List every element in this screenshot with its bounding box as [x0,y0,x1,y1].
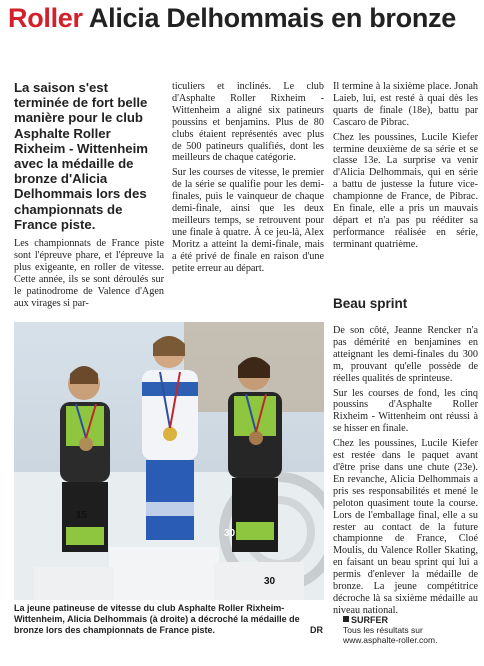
body-paragraph: ticuliers et inclinés. Le club d'Asphalte Roller Rixheim - Wittenheim a aligné six patineurs poussins et benjamins. Plus de 80 clubs étaient représentés avec plus de 500 patineurs qualifiés, dont les meilleurs de chaque catégorie. [172,81,324,164]
body-paragraph: Il termine à la sixième place. Jonah Laieb, lui, est resté à quai dès les quarts de finale (18e), battu par Cascaro de Pibrac. [333,81,478,128]
article-column-3-continued [333,325,478,620]
photo-caption: La jeune patineuse de vitesse du club Asphalte Roller Rixheim-Wittenheim, Alicia Delhommais (à droite) a décroché la médaille de bronze lors des championnats de France piste. [14,603,300,635]
headline-kicker: Roller [8,3,83,33]
podium-photo-illustration [14,322,324,600]
headline-title: Alicia Delhommais en bronze [88,3,456,33]
body-paragraph: De son côté, Jeanne Rencker n'a pas démérité en benjamines en atteignant les demi-finales du 300 m, prouvant qu'elle possède de réelles qualités de sprinteuse. [333,325,478,384]
surfer-link-text[interactable]: Tous les résultats sur www.asphalte-roller.com. [343,625,438,645]
surfer-box [343,615,478,645]
bib-number-left: 15 [76,510,88,521]
body-paragraph: Les championnats de France piste sont l'épreuve phare, et l'épreuve la plus exigeante, en roller de vitesse. Cette année, ils se sont déroulés sur le patinodrome de Valence d'Agen aux virages si par- [14,238,164,309]
square-bullet-icon [343,616,349,622]
bib-number-right-b: 30 [264,576,276,587]
surfer-label [343,615,478,625]
headline [8,2,478,34]
body-paragraph: Chez les poussines, Lucile Kiefer termine deuxième de sa série et se classe 13e. La surprise va venir d'Alicia Delhommais, qui en série a battu de justesse la future vice-championne de France, de Pibrac. En finale, elle a pris un mauvais départ et n'a pas pu rééditer sa performance réalisée en série, terminant quatrième. [333,131,478,250]
subheading: Beau sprint [333,296,408,311]
photo-credit: DR [310,625,323,635]
podium-photo [14,322,324,600]
article-column-1 [14,238,164,312]
article-column-3 [333,81,478,254]
body-paragraph: Chez les poussines, Lucile Kiefer est restée dans le paquet avant d'être prise dans une chute (23e). En revanche, Alicia Delhommais a pris ses responsabilités et mené le peloton quasiment toute la course. Lors de l'emballage final, elle a su rester au contact de la future championne de France, Cloé Moulis, du Valence Roller Skating, en faisant un beau sprint qui lui a permis d'enlever la médaille de bronze. La jeune compétitrice décroche là sa sixième médaille au niveau national. [333,438,478,616]
surfer-label-text: SURFER [351,615,389,625]
article-column-2 [172,81,324,278]
lead-paragraph: La saison s'est terminée de fort belle manière pour le club Asphalte Roller Rixheim - Wittenheim avec la médaille de bronze d'Alicia Delhommais lors des championnats de France piste. [14,80,148,232]
bib-number-right-a: 30 [224,528,236,539]
body-paragraph: Sur les courses de vitesse, le premier de la série se qualifie pour les demi-finales, puis le vainqueur de chaque demi-finale, ainsi que les deux meilleurs temps, se retrouvent pour une finale à quatre. À ce jeu-là, Alex Moritz a atteint la demi-finale, mais a été privé de finale en raison d'une petite erreur au départ. [172,167,324,274]
body-paragraph: Sur les courses de fond, les cinq poussins d'Asphalte Roller Rixheim - Wittenheim ont réussi à se hisser en finale. [333,387,478,435]
